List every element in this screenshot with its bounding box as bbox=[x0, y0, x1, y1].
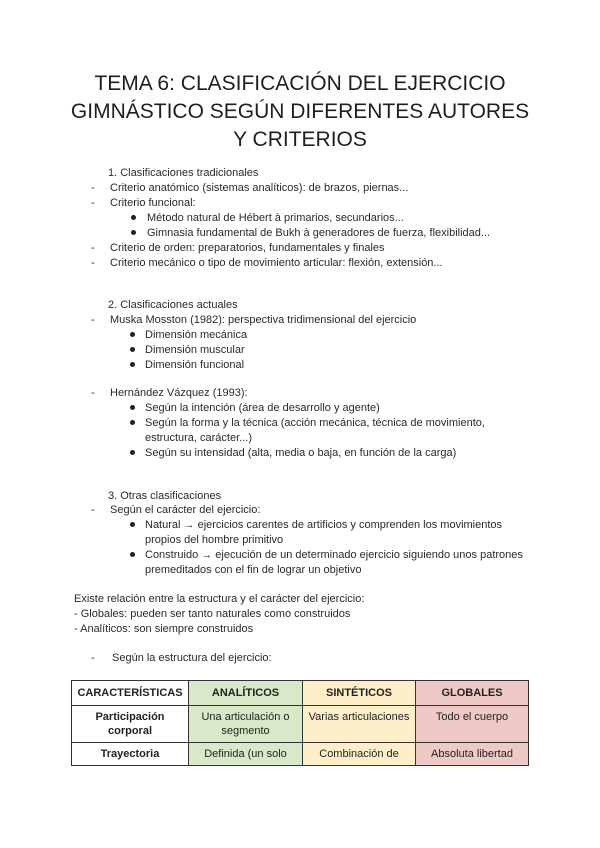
section2-item-hernandez: Hernández Vázquez (1993): bbox=[110, 387, 248, 399]
title-line-2: GIMNÁSTICO SEGÚN DIFERENTES AUTORES bbox=[70, 100, 530, 123]
dash-bullet: - bbox=[91, 652, 95, 664]
bullet-dot bbox=[131, 215, 136, 220]
section2-sub-mecanica: Dimensión mecánica bbox=[145, 329, 248, 341]
section3-item-caracter: Según el carácter del ejercicio: bbox=[110, 504, 261, 516]
section3-sub-natural: Natural → ejercicios carentes de artificios y comprenden los movimientos bbox=[145, 519, 503, 531]
table-cell: Todo el cuerpo bbox=[416, 706, 529, 743]
row-label: Participación corporal bbox=[72, 706, 189, 743]
section2-sub-intencion: Según la intención (área de desarrollo y agente) bbox=[145, 402, 380, 414]
table-cell: Combinación de bbox=[303, 743, 416, 766]
section3-sub-natural-cont: propios del hombre primitivo bbox=[145, 534, 284, 546]
bullet-dot bbox=[130, 420, 135, 425]
header-globales: GLOBALES bbox=[416, 681, 529, 706]
bullet-dot bbox=[131, 230, 136, 235]
relacion-analiticos: - Analíticos: son siempre construidos bbox=[74, 623, 254, 635]
bullet-dot bbox=[130, 332, 135, 337]
table-cell: Absoluta libertad bbox=[416, 743, 529, 766]
table-row bbox=[72, 743, 529, 766]
section3-sub-construido-cont: premeditados con el fin de lograr un objetivo bbox=[145, 564, 362, 576]
page-title bbox=[40, 70, 560, 154]
section1-item-orden: Criterio de orden: preparatorios, fundamentales y finales bbox=[110, 242, 385, 254]
dash-bullet: - bbox=[91, 242, 95, 254]
header-sinteticos: SINTÉTICOS bbox=[303, 681, 416, 706]
table-row bbox=[72, 706, 529, 743]
relacion-paragraph: Existe relación entre la estructura y el carácter del ejercicio: bbox=[74, 593, 365, 605]
dash-bullet: - bbox=[91, 197, 95, 209]
title-line-3: Y CRITERIOS bbox=[233, 128, 367, 151]
dash-bullet: - bbox=[91, 387, 95, 399]
dash-bullet: - bbox=[91, 314, 95, 326]
table-header-row bbox=[72, 681, 529, 706]
section2-sub-muscular: Dimensión muscular bbox=[145, 344, 245, 356]
title-line-1: TEMA 6: CLASIFICACIÓN DEL EJERCICIO bbox=[94, 72, 506, 95]
bullet-dot bbox=[130, 405, 135, 410]
section1-item-mecanico: Criterio mecánico o tipo de movimiento articular: flexión, extensión... bbox=[110, 257, 443, 269]
section2-sub-funcional: Dimensión funcional bbox=[145, 359, 245, 371]
section1-sub-bukh: Gimnasia fundamental de Bukh à generadores de fuerza, flexibilidad... bbox=[147, 227, 491, 239]
table-cell: Una articulación o segmento bbox=[189, 706, 303, 743]
dash-bullet: - bbox=[91, 504, 95, 516]
bullet-dot bbox=[130, 522, 135, 527]
section1-heading: 1. Clasificaciones tradicionales bbox=[108, 167, 259, 179]
row-label: Trayectoria bbox=[72, 743, 189, 766]
section2-heading: 2. Clasificaciones actuales bbox=[108, 299, 238, 311]
section2-sub-forma: Según la forma y la técnica (acción mecánica, técnica de movimiento, bbox=[145, 417, 485, 429]
structure-comparison-table bbox=[71, 680, 529, 766]
table-cell: Varias articulaciones bbox=[303, 706, 416, 743]
section1-item-anatomico: Criterio anatómico (sistemas analíticos): de brazos, piernas... bbox=[110, 182, 409, 194]
section1-sub-hebert: Método natural de Hébert à primarios, secundarios... bbox=[147, 212, 404, 224]
section2-item-muska: Muska Mosston (1982): perspectiva tridimensional del ejercicio bbox=[110, 314, 417, 326]
header-caracteristicas: CARACTERÍSTICAS bbox=[72, 681, 189, 706]
section2-sub-forma-cont: estructura, carácter...) bbox=[145, 432, 252, 444]
section2-sub-intensidad: Según su intensidad (alta, media o baja, en función de la carga) bbox=[145, 447, 457, 459]
table-cell: Definida (un solo bbox=[189, 743, 303, 766]
bullet-dot bbox=[130, 552, 135, 557]
section3-heading: 3. Otras clasificaciones bbox=[108, 490, 222, 502]
bullet-dot bbox=[130, 347, 135, 352]
bullet-dot bbox=[130, 362, 135, 367]
dash-bullet: - bbox=[91, 182, 95, 194]
bullet-dot bbox=[130, 450, 135, 455]
dash-bullet: - bbox=[91, 257, 95, 269]
relacion-globales: - Globales: pueden ser tanto naturales como construidos bbox=[74, 608, 351, 620]
section1-item-funcional: Criterio funcional: bbox=[110, 197, 196, 209]
header-analiticos: ANALÍTICOS bbox=[189, 681, 303, 706]
section3-sub-construido: Construido → ejecución de un determinado ejercicio siguiendo unos patrones bbox=[145, 549, 523, 561]
section3-item-estructura: Según la estructura del ejercicio: bbox=[112, 652, 272, 664]
